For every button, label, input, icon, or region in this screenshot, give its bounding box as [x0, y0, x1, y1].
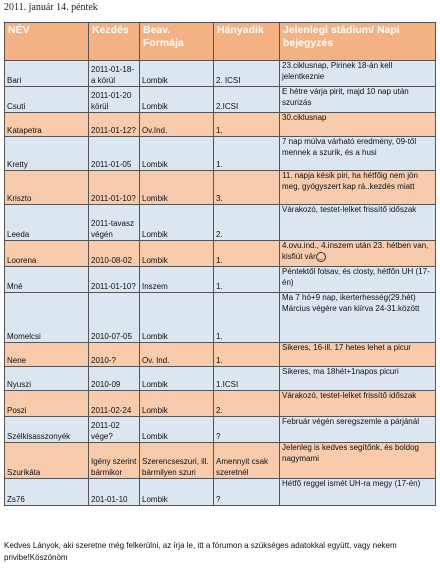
cell-form: Lombik: [140, 367, 214, 391]
cell-form: Inszem: [140, 267, 214, 293]
cell-status: Ma 7 hó+9 nap, ikerterhesség(29.hét) Március végére van kiírva 24-31.között: [280, 293, 436, 343]
table-row: [5, 137, 436, 171]
cell-start: Igény szerint bármikor: [89, 443, 140, 479]
cell-name: Momelcsi: [5, 293, 89, 343]
table-row: [5, 267, 436, 293]
table-header-row: [5, 23, 436, 61]
cell-nth: 1.: [214, 241, 280, 267]
cell-nth: 1.: [214, 293, 280, 343]
cell-form: Lombik: [140, 293, 214, 343]
cell-status: 4.ovu.ind., 4.inszem után 23. hétben van, kisfiút vár ‿: [280, 241, 436, 267]
col-header-status: Jelenlegi stádium/ Napi bejegyzés: [280, 23, 436, 61]
cell-start: 2010-?: [89, 343, 140, 367]
cell-status: Sikeres, 16-ill. 17 hetes lehet a picur: [280, 343, 436, 367]
table-row: [5, 113, 436, 137]
table-row: [5, 417, 436, 443]
smiley-icon: ‿: [316, 252, 326, 262]
cell-name: Nyuszi: [5, 367, 89, 391]
cell-name: Szurikáta: [5, 443, 89, 479]
cell-name: Nene: [5, 343, 89, 367]
col-header-form: Beav. Formája: [140, 23, 214, 61]
cell-form: Lombik: [140, 241, 214, 267]
footer-note: Kedves Lányok, aki szeretne még felkerülni, az írja le, itt a fórumon a szükséges adatokkal együtt, vagy nekem privibe!Köszönöm: [4, 541, 397, 562]
cell-nth: Amennyit csak szeretnél: [214, 443, 280, 479]
cell-name: Loorena: [5, 241, 89, 267]
cell-form: Lombik: [140, 137, 214, 171]
cell-nth: 1.: [214, 137, 280, 171]
cell-form: Lombik: [140, 87, 214, 113]
cell-status: 23.ciklusnap, Pirinek 18-án kell jelentkeznie: [280, 61, 436, 87]
cell-start: 201-01-10: [89, 479, 140, 506]
cell-status: Sikeres, ma 18hét+1napos picuri: [280, 367, 436, 391]
cell-start: 2010-08-02: [89, 241, 140, 267]
table-row: [5, 343, 436, 367]
table-row: [5, 171, 436, 205]
table-row: [5, 293, 436, 343]
cell-status: Várakozó, testet-lelket frissítő időszak: [280, 205, 436, 241]
table-row: [5, 479, 436, 506]
cell-name: Szélkisasszonyék: [5, 417, 89, 443]
cell-form: Lombik: [140, 205, 214, 241]
table-row: [5, 87, 436, 113]
cell-status: 30.ciklusnap: [280, 113, 436, 137]
cell-form: Ov.Ind.: [140, 113, 214, 137]
cell-start: 2011-tavasz végén: [89, 205, 140, 241]
cell-name: Zs76: [5, 479, 89, 506]
cell-status: Péntektől folsav, és closty, hétfőn UH (17-én): [280, 267, 436, 293]
cell-start: 2011-02-24: [89, 391, 140, 417]
cell-form: Lombik: [140, 61, 214, 87]
cell-start: 2010-09: [89, 367, 140, 391]
cell-status: 11. napja késik piri, ha hétfőig nem jön meg, gyógyszert kap rá..kezdés miatt: [280, 171, 436, 205]
table-row: [5, 443, 436, 479]
cell-nth: ?: [214, 417, 280, 443]
col-header-nth: Hányadik: [214, 23, 280, 61]
table-row: [5, 391, 436, 417]
cell-form: Lombik: [140, 417, 214, 443]
cell-start: 2010-07-05: [89, 293, 140, 343]
cell-name: Leeda: [5, 205, 89, 241]
cell-nth: 1.: [214, 343, 280, 367]
cell-nth: 1.: [214, 267, 280, 293]
cell-nth: 2.: [214, 205, 280, 241]
cell-name: Poszi: [5, 391, 89, 417]
cell-form: Szerencseszuri, ill. bármilyen szuri: [140, 443, 214, 479]
date-heading: 2011. január 14. péntek: [4, 2, 98, 13]
cell-form: Lombik: [140, 171, 214, 205]
participants-table: [4, 22, 436, 506]
cell-name: Bari: [5, 61, 89, 87]
cell-status: Hétfő reggel ismét UH-ra megy (17-én): [280, 479, 436, 506]
cell-form: Lombik: [140, 479, 214, 506]
table-row: [5, 61, 436, 87]
cell-name: Mné: [5, 267, 89, 293]
table-row: [5, 241, 436, 267]
cell-nth: 1.ICSI: [214, 367, 280, 391]
cell-status: Jelenleg is kedves segítőnk, és boldog nagymami: [280, 443, 436, 479]
cell-start: 2011-01-18-a körül: [89, 61, 140, 87]
cell-name: Csuti: [5, 87, 89, 113]
cell-status: Várakozó, testet-lelket frissítő időszak: [280, 391, 436, 417]
cell-start: 2011-01-10?: [89, 171, 140, 205]
cell-nth: 2. ICSI: [214, 61, 280, 87]
cell-name: Katapetra: [5, 113, 89, 137]
cell-nth: 3.: [214, 171, 280, 205]
cell-name: Kriszto: [5, 171, 89, 205]
cell-status: Február végén seregszemle a párjánál: [280, 417, 436, 443]
cell-form: Ov. Ind.: [140, 343, 214, 367]
cell-name: Kretty: [5, 137, 89, 171]
table-row: [5, 205, 436, 241]
cell-start: 2011-02 vége?: [89, 417, 140, 443]
cell-start: 2011-01-20 körül: [89, 87, 140, 113]
cell-nth: 2.ICSI: [214, 87, 280, 113]
cell-status: 7 nap múlva várható eredmény, 09-től mennek a szurik, és a husi: [280, 137, 436, 171]
cell-nth: 1.: [214, 113, 280, 137]
col-header-name: NÉV: [5, 23, 89, 61]
cell-start: 2011-01-12?: [89, 113, 140, 137]
cell-nth: ?: [214, 479, 280, 506]
cell-status: E hétre várja pirit, majd 10 nap után szurizás: [280, 87, 436, 113]
cell-form: Lombik: [140, 391, 214, 417]
cell-start: 2011-01-10?: [89, 267, 140, 293]
col-header-start: Kezdés: [89, 23, 140, 61]
table-row: [5, 367, 436, 391]
cell-start: 2011-01-05: [89, 137, 140, 171]
cell-nth: 2.: [214, 391, 280, 417]
